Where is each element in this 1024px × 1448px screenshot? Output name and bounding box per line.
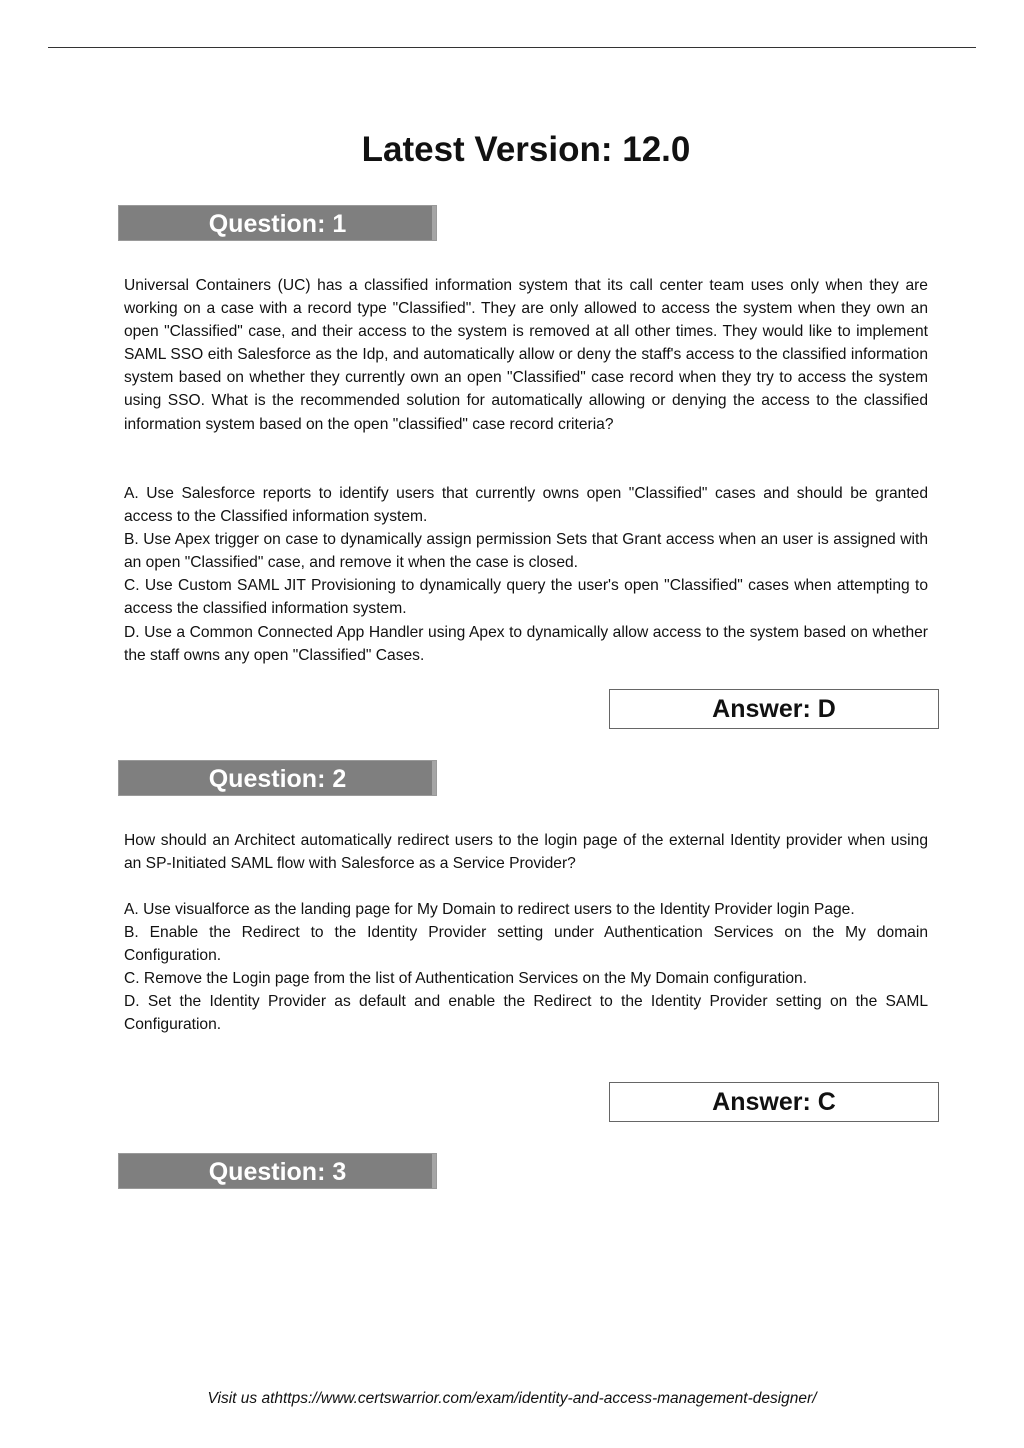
question-3-header: Question: 3 (118, 1153, 437, 1189)
question-1-option-b: B. Use Apex trigger on case to dynamically assign permission Sets that Grant access when an user is assigned with an open "Classified" case, and remove it when the case is closed. (124, 531, 928, 572)
question-1-stem: Universal Containers (UC) has a classified information system that its call center team uses only when they are working on a case with a record type "Classified". They are only allowed to access the system when they own an open "Classified" case, and their access to the system is removed at all other times. They would like to implement SAML SSO eith Salesforce as the Idp, and automatically allow or deny the staff's access to the classified information system based on whether they currently own an open "Classified" case record when they try to access the system using SSO. What is the recommended solution for automatically allowing or denying the access to the classified information system based on the open "classified" case record criteria? (124, 277, 928, 433)
question-2-answer: Answer: C (609, 1082, 939, 1122)
question-1-options (124, 482, 928, 667)
question-2-option-a: A. Use visualforce as the landing page for My Domain to redirect users to the Identity Provider login Page. (124, 901, 855, 918)
page-title: Latest Version: 12.0 (361, 130, 691, 169)
top-rule (48, 47, 976, 48)
question-2-options (124, 898, 928, 1037)
footer-link[interactable]: Visit us athttps://www.certswarrior.com/exam/identity-and-access-management-designer/ (207, 1390, 817, 1407)
question-1-text (124, 274, 928, 436)
question-1-option-a: A. Use Salesforce reports to identify users that currently owns open "Classified" cases and should be granted access to the Classified information system. (124, 485, 928, 526)
question-2-header: Question: 2 (118, 760, 437, 796)
question-2-text (124, 829, 928, 875)
question-1-option-d: D. Use a Common Connected App Handler using Apex to dynamically allow access to the system based on whether the staff owns any open "Classified" Cases. (124, 623, 928, 664)
question-2-option-b: B. Enable the Redirect to the Identity Provider setting under Authentication Services on the My domain Configuration. (124, 924, 928, 965)
question-1-header: Question: 1 (118, 205, 437, 241)
question-1-option-c: C. Use Custom SAML JIT Provisioning to dynamically query the user's open "Classified" cases when attempting to access the classified information system. (124, 577, 928, 618)
question-2-option-c: C. Remove the Login page from the list of Authentication Services on the My Domain configuration. (124, 970, 808, 988)
question-1-answer: Answer: D (609, 689, 939, 729)
question-2-stem: How should an Architect automatically redirect users to the login page of the external Identity provider when using an SP-Initiated SAML flow with Salesforce as a Service Provider? (124, 832, 928, 873)
question-2-option-d: D. Set the Identity Provider as default and enable the Redirect to the Identity Provider setting on the SAML Configuration. (124, 993, 928, 1034)
